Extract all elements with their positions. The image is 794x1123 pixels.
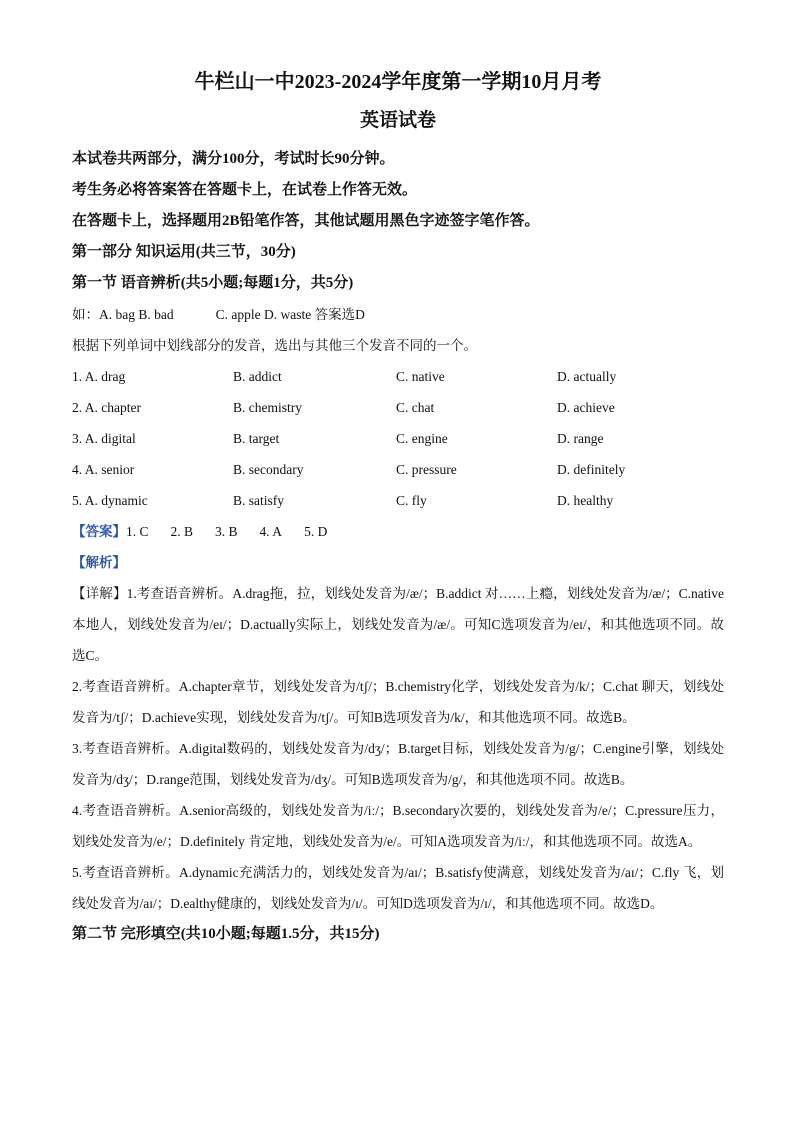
directions: 根据下列单词中划线部分的发音，选出与其他三个发音不同的一个。	[72, 338, 477, 353]
question-row	[72, 485, 724, 516]
answer-tag: 【答案】	[72, 524, 126, 539]
section1-heading: 第一节 语音辨析(共5小题;每题1分，共5分)	[72, 275, 354, 291]
option-b: B. addict	[233, 369, 282, 384]
option-d: D. achieve	[557, 400, 615, 415]
option-b: B. satisfy	[233, 493, 285, 508]
option-c: C. engine	[396, 431, 448, 446]
option-d: D. healthy	[557, 493, 614, 508]
option-c: C. pressure	[396, 462, 457, 477]
option-d: D. actually	[557, 369, 617, 384]
explanation-paragraph: 3.考查语音辨析。A.digital数码的，划线处发音为/dʒ/；B.target目标，划线处发音为/g/；C.engine引擎，划线处发音为/dʒ/；D.range范围，划线处发音为/dʒ/。可知B选项发音为/g/，和其他选项不同。故选B。	[72, 741, 724, 787]
option-a: 1. A. drag	[72, 369, 126, 384]
explanation-paragraph: 【详解】1.考查语音辨析。A.drag拖，拉，划线处发音为/æ/；B.addict 对……上瘾，划线处发音为/æ/；C.native 本地人，划线处发音为/eɪ/；D.actually实际上，划线处发音为/æ/。可知C选项发音为/eɪ/，和其他选项不同。故选C。	[72, 586, 724, 663]
answer-item: 4. A	[259, 524, 283, 539]
part1-heading: 第一部分 知识运用(共三节，30分)	[72, 244, 296, 260]
explanation-paragraph: 4.考查语音辨析。A.senior高级的，划线处发音为/iː/；B.secondary次要的，划线处发音为/e/；C.pressure压力，划线处发音为/e/；D.definitely 肯定地，划线处发音为/e/。可知A选项发音为/iː/，和其他选项不同。故选A。	[72, 803, 724, 849]
section2-heading: 第二节 完形填空(共10小题;每题1.5分，共15分)	[72, 926, 380, 942]
exam-page	[72, 62, 724, 950]
explanation-paragraph: 5.考查语音辨析。A.dynamic充满活力的，划线处发音为/aɪ/；B.satisfy使满意，划线处发音为/aɪ/；C.fly 飞，划线处发音为/aɪ/；D.ealthy健康的，划线处发音为/ɪ/。可知D选项发音为/ɪ/，和其他选项不同。故选D。	[72, 865, 724, 911]
example-options-cd: C. apple D. waste 答案选D	[215, 307, 365, 322]
option-b: B. target	[233, 431, 280, 446]
option-d: D. definitely	[557, 462, 626, 477]
exam-title: 牛栏山一中2023-2024学年度第一学期10月月考	[194, 71, 602, 93]
exam-subtitle: 英语试卷	[359, 110, 436, 131]
question-row	[72, 423, 724, 454]
answer-item: 3. B	[215, 524, 238, 539]
option-a: 3. A. digital	[72, 431, 136, 446]
option-c: C. native	[396, 369, 445, 384]
analysis-tag: 【解析】	[72, 555, 126, 570]
instruction-line: 在答题卡上，选择题用2B铅笔作答，其他试题用黑色字迹签字笔作答。	[72, 213, 540, 229]
answer-item: 5. D	[304, 524, 328, 539]
question-row	[72, 361, 724, 392]
example-line	[72, 299, 724, 330]
option-b: B. secondary	[233, 462, 304, 477]
question-row	[72, 392, 724, 423]
option-c: C. fly	[396, 493, 427, 508]
analysis-line	[72, 547, 724, 578]
option-a: 4. A. senior	[72, 462, 135, 477]
example-options-ab: 如：A. bag B. bad	[72, 307, 174, 322]
explanation-paragraph: 2.考查语音辨析。A.chapter章节，划线处发音为/tʃ/；B.chemistry化学，划线处发音为/k/；C.chat 聊天，划线处发音为/tʃ/；D.achieve实现，划线处发音为/tʃ/。可知B选项发音为/k/，和其他选项不同。故选B。	[72, 679, 724, 725]
option-b: B. chemistry	[233, 400, 302, 415]
instruction-line: 考生务必将答案答在答题卡上，在试卷上作答无效。	[72, 182, 418, 198]
question-row	[72, 454, 724, 485]
option-d: D. range	[557, 431, 604, 446]
option-c: C. chat	[396, 400, 435, 415]
answer-item: 1. C	[126, 524, 149, 539]
answer-item: 2. B	[170, 524, 194, 539]
option-a: 2. A. chapter	[72, 400, 141, 415]
option-a: 5. A. dynamic	[72, 493, 148, 508]
instruction-line: 本试卷共两部分，满分100分，考试时长90分钟。	[72, 151, 395, 167]
answer-line	[72, 516, 724, 547]
